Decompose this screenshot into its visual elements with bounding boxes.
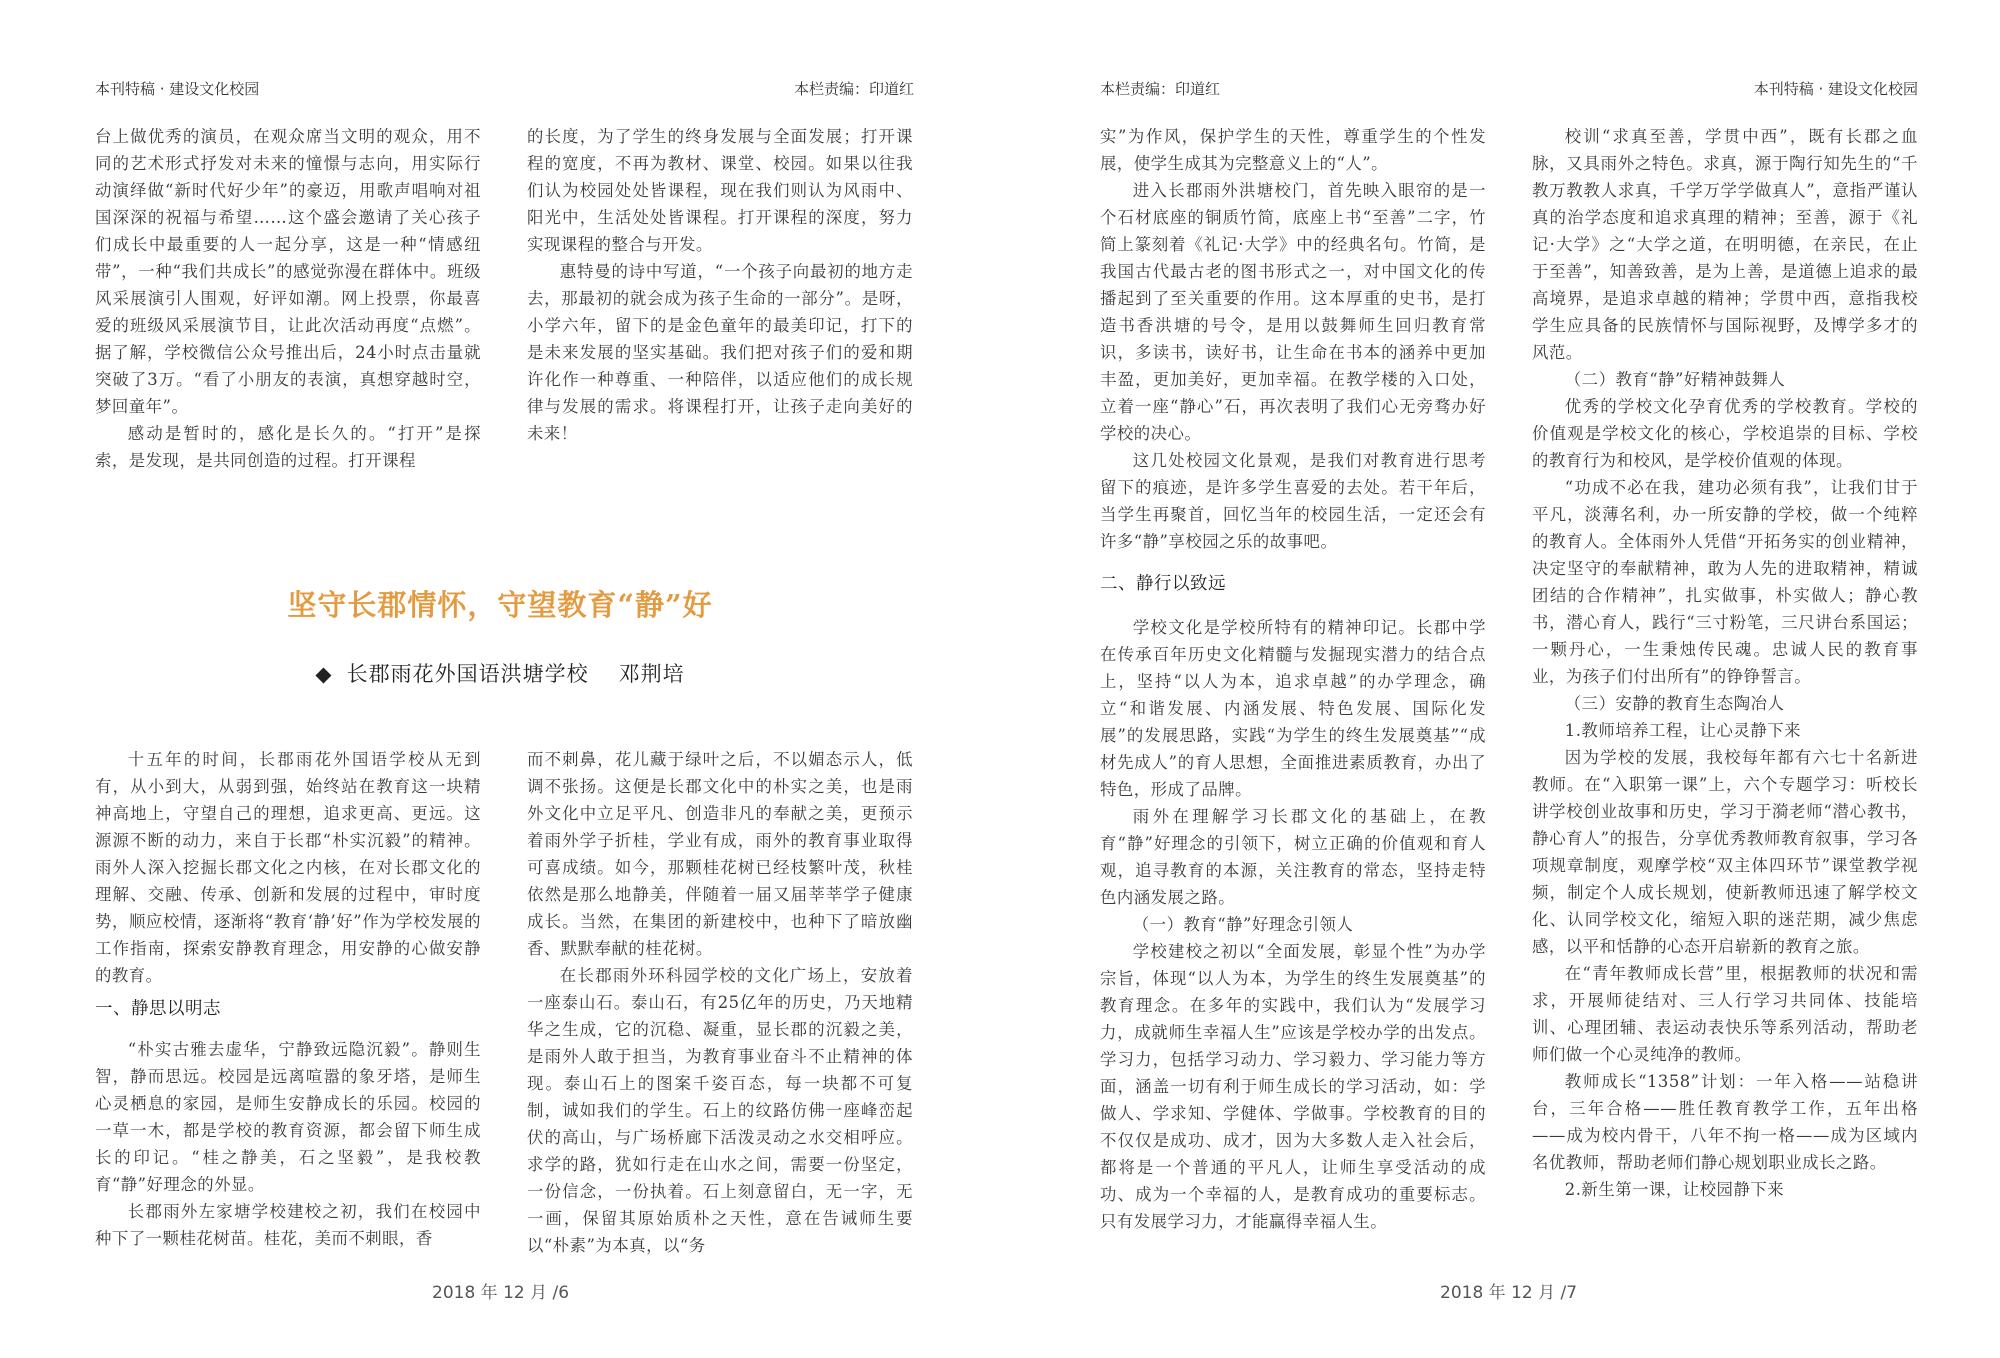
paragraph: 这几处校园文化景观，是我们对教育进行思考留下的痕迹，是许多学生喜爱的去处。若干年后，当学生再聚首，回忆当年的校园生活，一定还会有许多“静”享校园之乐的故事吧。: [1100, 451, 1486, 551]
paragraph: 实”为作风，保护学生的天性，尊重学生的个性发展，使学生成其为完整意义上的“人”。: [1100, 127, 1486, 173]
paragraph: 而不刺鼻，花儿藏于绿叶之后，不以媚态示人，低调不张扬。这便是长郡文化中的朴实之美，也是雨外文化中立足平凡、创造非凡的奉献之美，更预示着雨外学子折桂，学业有成，雨外的教育事业取得可喜成绩。如今，那颗桂花树已经枝繁叶茂，秋桂依然是那么地静美，伴随着一届又届莘莘学子健康成长。当然，在集团的新建校中，也种下了暗放幽香、默默奉献的桂花树。: [527, 750, 913, 958]
right-column-2: [1532, 123, 1918, 1203]
paragraph: “功成不必在我，建功必须有我”，让我们甘于平凡，淡薄名利，办一所安静的学校，做一个纯粹的教育人。全体雨外人凭借“开拓务实的创业精神，决定坚守的奉献精神，敢为人先的进取精神，精诚团结的合作精神”，扎实做事，朴实做人；静心教书，潜心育人，践行“三寸粉笔，三尺讲台系国运；一颗丹心，一生秉烛传民魂。忠诚人民的教育事业，为孩子们付出所有”的铮铮誓言。: [1532, 478, 1918, 686]
section-heading: 一、静思以明志: [95, 999, 221, 1019]
subheading: 1.教师培养工程，让心灵静下来: [1564, 721, 1802, 740]
subheading: （一）教育“静”好理念引领人: [1132, 915, 1354, 934]
paragraph: 雨外在理解学习长郡文化的基础上，在教育“静”好理念的引领下，树立正确的价值观和育人观，追寻教育的本源，关注教育的常态，坚持走特色内涵发展之路。: [1100, 807, 1486, 907]
paragraph: “朴实古雅去虚华，宁静致远隐沉毅”。静则生智，静而思远。校园是远离喧嚣的象牙塔，是师生心灵栖息的家园，是师生安静成长的乐园。校园的一草一木，都是学校的教育资源，都会留下师生成长的印记。“桂之静美，石之坚毅”，是我校教育“静”好理念的外显。: [95, 1040, 481, 1194]
right-header-editor: 本栏责编：印道红: [1100, 80, 1221, 98]
left-top-column-2: [527, 123, 913, 447]
paragraph: 感动是暂时的，感化是长久的。“打开”是探索，是发现，是共同创造的过程。打开课程: [95, 424, 481, 470]
paragraph: 长郡雨外左家塘学校建校之初，我们在校园中种下了一颗桂花树苗。桂花，美而不刺眼，香: [95, 1202, 481, 1248]
article-title: 坚守长郡情怀，守望教育“静”好: [287, 588, 713, 622]
subheading: 2.新生第一课，让校园静下来: [1564, 1180, 1785, 1199]
paragraph: 教师成长“1358”计划：一年入格——站稳讲台，三年合格——胜任教育教学工作，五年出格——成为校内骨干，八年不拘一格——成为区域内名优教师，帮助老师们静心规划职业成长之路。: [1532, 1072, 1918, 1172]
paragraph: 十五年的时间，长郡雨花外国语学校从无到有，从小到大，从弱到强，始终站在教育这一块精神高地上，守望自己的理想，追求更高、更远。这源源不断的动力，来自于长郡“朴实沉毅”的精神。雨外人深入挖掘长郡文化之内核，在对长郡文化的理解、交融、传承、创新和发展的过程中，审时度势，顺应校情，逐渐将“教育‘静’好”作为学校发展的工作指南，探索安静教育理念，用安静的心做安静的教育。: [95, 750, 481, 985]
paragraph: 学校文化是学校所特有的精神印记。长郡中学在传承百年历史文化精髓与发掘现实潜力的结合点上，坚持“以人为本，追求卓越”的办学理念，确立“和谐发展、内涵发展、特色发展、国际化发展”的发展思路，实践“为学生的终生发展奠基”“成材先成人”的育人思想，全面推进素质教育，办出了特色，形成了品牌。: [1100, 618, 1486, 799]
right-column-1: [1100, 123, 1486, 1235]
page-number: 2018 年 12 月 /6: [432, 1283, 570, 1303]
byline-author: 邓荆培: [618, 662, 685, 686]
paragraph: 进入长郡雨外洪塘校门，首先映入眼帘的是一个石材底座的铜质竹简，底座上书“至善”二字，竹简上篆刻着《礼记·大学》中的经典名句。竹简，是我国古代最古老的图书形式之一，对中国文化的传播起到了至关重要的作用。这本厚重的史书，是打造书香洪塘的号令，是用以鼓舞师生回归教育常识，多读书，读好书，让生命在书本的涵养中更加丰盈，更加美好，更加幸福。在教学楼的入口处，立着一座“静心”石，再次表明了我们心无旁骛办好学校的决心。: [1100, 181, 1486, 443]
right-header-section: 本刊特稿 · 建设文化校园: [1753, 80, 1918, 98]
left-header-section: 本刊特稿 · 建设文化校园: [95, 80, 260, 98]
right-page: [1000, 0, 2000, 1358]
left-body-column-2: [527, 746, 913, 1259]
paragraph: 校训“求真至善，学贯中西”，既有长郡之血脉，又具雨外之特色。求真，源于陶行知先生的“千教万教教人求真，千学万学学做真人”，意指严谨认真的治学态度和追求真理的精神；至善，源于《礼记·大学》之“大学之道，在明明德，在亲民，在止于至善”，知善致善，是为上善，是道德上追求的最高境界，是追求卓越的精神；学贯中西，意指我校学生应具备的民族情怀与国际视野，及博学多才的风范。: [1532, 127, 1918, 362]
paragraph: 优秀的学校文化孕育优秀的学校教育。学校的价值观是学校文化的核心，学校追崇的目标、学校的教育行为和校风，是学校价值观的体现。: [1532, 397, 1918, 470]
article-byline: [0, 658, 1000, 688]
left-body-column-1: [95, 746, 481, 1252]
left-header-editor: 本栏责编：印道红: [793, 80, 914, 98]
byline-school: 长郡雨花外国语洪塘学校: [346, 662, 589, 686]
diamond-icon: ◆: [315, 662, 333, 686]
page-number: 2018 年 12 月 /7: [1440, 1283, 1578, 1303]
paragraph: 学校建校之初以“全面发展，彰显个性”为办学宗旨，体现“以人为本，为学生的终生发展奠基”的教育理念。在多年的实践中，我们认为“发展学习力，成就师生幸福人生”应该是学校办学的出发点。学习力，包括学习动力、学习毅力、学习能力等方面，涵盖一切有利于师生成长的学习活动，如：学做人、学求知、学健体、学做事。学校教育的目的不仅仅是成功、成才，因为大多数人走入社会后，都将是一个普通的平凡人，让师生享受活动的成功、成为一个幸福的人，是教育成功的重要标志。只有发展学习力，才能赢得幸福人生。: [1100, 942, 1486, 1231]
subheading: （二）教育“静”好精神鼓舞人: [1564, 370, 1786, 389]
paragraph: 惠特曼的诗中写道，“一个孩子向最初的地方走去，那最初的就会成为孩子生命的一部分”。是呀，小学六年，留下的是金色童年的最美印记，打下的是未来发展的坚实基础。我们把对孩子们的爱和期许化作一种尊重、一种陪伴，以适应他们的成长规律与发展的需求。将课程打开，让孩子走向美好的未来！: [527, 262, 913, 443]
paragraph: 的长度，为了学生的终身发展与全面发展；打开课程的宽度，不再为教材、课堂、校园。如果以往我们认为校园处处皆课程，现在我们则认为风雨中、阳光中，生活处处皆课程。打开课程的深度，努力实现课程的整合与开发。: [527, 127, 913, 254]
left-top-column-1: [95, 123, 481, 474]
paragraph: 在长郡雨外环科园学校的文化广场上，安放着一座泰山石。泰山石，有25亿年的历史，乃天地精华之生成，它的沉稳、凝重，显长郡的沉毅之美，是雨外人敢于担当，为教育事业奋斗不止精神的体现。泰山石上的图案千姿百态，每一块都不可复制，诚如我们的学生。石上的纹路仿佛一座峰峦起伏的高山，与广场桥廊下活泼灵动之水交相呼应。求学的路，犹如行走在山水之间，需要一份坚定，一份信念，一份执着。石上刻意留白，无一字，无一画，保留其原始质朴之天性，意在告诫师生要以“朴素”为本真，以“务: [527, 966, 913, 1255]
paragraph: 台上做优秀的演员，在观众席当文明的观众，用不同的艺术形式抒发对未来的憧憬与志向，用实际行动演绎做“新时代好少年”的豪迈，用歌声唱响对祖国深深的祝福与希望……这个盛会邀请了关心孩子们成长中最重要的人一起分享，这是一种“情感纽带”，一种“我们共成长”的感觉弥漫在群体中。班级风采展演引人围观，好评如潮。网上投票，你最喜爱的班级风采展演节目，让此次活动再度“点燃”。据了解，学校微信公众号推出后，24小时点击量就突破了3万。“看了小朋友的表演，真想穿越时空，梦回童年”。: [95, 127, 481, 416]
paragraph: 在“青年教师成长营”里，根据教师的状况和需求，开展师徒结对、三人行学习共同体、技能培训、心理团辅、表运动表快乐等系列活动，帮助老师们做一个心灵纯净的教师。: [1532, 964, 1918, 1064]
section-heading: 二、静行以致远: [1100, 574, 1226, 594]
paragraph: 因为学校的发展，我校每年都有六七十名新进教师。在“入职第一课”上，六个专题学习：听校长讲学校创业故事和历史，学习于漪老师“潜心教书，静心育人”的报告，分享优秀教师教育叙事，学习各项规章制度，观摩学校“双主体四环节”课堂教学视频，制定个人成长规划，使新教师迅速了解学校文化、认同学校文化，缩短入职的迷茫期，减少焦虑感，以平和恬静的心态开启崭新的教育之旅。: [1532, 748, 1918, 956]
subheading: （三）安静的教育生态陶冶人: [1564, 694, 1785, 713]
